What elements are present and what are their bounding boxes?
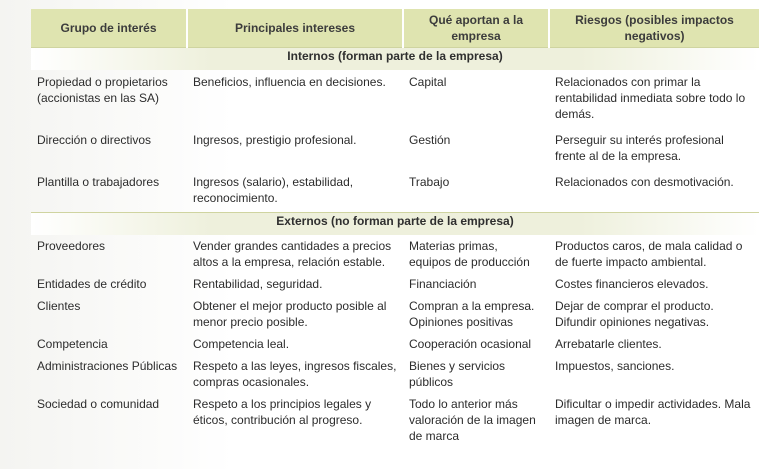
header-riesgos: Riesgos (posibles impactos negativos) (549, 9, 759, 48)
cell-riesgos: Productos caros, de mala calidad o de fuerte impacto ambiental. (555, 239, 743, 269)
cell-aportan: Compran a la empresa. Opiniones positivas (409, 299, 535, 329)
cell-riesgos: Costes financieros elevados. (555, 277, 709, 291)
table-row (31, 333, 759, 355)
cell-aportan: Todo lo anterior más valoración de la imagen de marca (409, 397, 536, 443)
section-title: Externos (no forman parte de la empresa) (31, 213, 759, 236)
cell-riesgos: Impuestos, sanciones. (555, 359, 675, 373)
cell-grupo: Sociedad o comunidad (37, 397, 160, 411)
section-row-internos (31, 48, 759, 71)
section-row-externos (31, 213, 759, 236)
cell-grupo: Administraciones Públicas (37, 359, 178, 373)
table-row (31, 235, 759, 273)
cell-grupo: Plantilla o trabajadores (37, 175, 160, 189)
cell-riesgos: Dejar de comprar el producto. Difundir opiniones negativas. (555, 299, 714, 329)
cell-aportan: Cooperación ocasional (409, 337, 532, 351)
table-row (31, 70, 759, 128)
header-grupo: Grupo de interés (31, 9, 187, 48)
cell-aportan: Financiación (409, 277, 477, 291)
stakeholders-table (31, 9, 759, 447)
table-row (31, 273, 759, 295)
cell-grupo: Propiedad o propietarios (accionistas en las SA) (37, 75, 168, 105)
cell-grupo: Clientes (37, 299, 81, 313)
cell-grupo: Competencia (37, 337, 108, 351)
cell-aportan: Gestión (409, 133, 451, 147)
cell-riesgos: Dificultar o impedir actividades. Mala imagen de marca. (555, 397, 751, 427)
table-row (31, 170, 759, 213)
cell-grupo: Dirección o directivos (37, 133, 152, 147)
table-row (31, 295, 759, 333)
cell-intereses: Ingresos (salario), estabilidad, reconocimiento. (193, 175, 354, 205)
header-aportan: Qué aportan a la empresa (403, 9, 549, 48)
table-row (31, 128, 759, 170)
header-intereses: Principales intereses (187, 9, 403, 48)
cell-intereses: Respeto a los principios legales y éticos, contribución al progreso. (193, 397, 372, 427)
cell-intereses: Beneficios, influencia en decisiones. (193, 75, 386, 89)
cell-intereses: Rentabilidad, seguridad. (193, 277, 323, 291)
cell-aportan: Materias primas, equipos de producción (409, 239, 530, 269)
cell-riesgos: Arrebatarle clientes. (555, 337, 662, 351)
cell-riesgos: Perseguir su interés profesional frente al de la empresa. (555, 133, 724, 163)
cell-intereses: Respeto a las leyes, ingresos fiscales, compras ocasionales. (193, 359, 397, 389)
cell-intereses: Vender grandes cantidades a precios altos a la empresa, relación estable. (193, 239, 392, 269)
cell-aportan: Bienes y servicios públicos (409, 359, 506, 389)
cell-intereses: Ingresos, prestigio profesional. (193, 133, 357, 147)
table-row (31, 393, 759, 447)
cell-intereses: Competencia leal. (193, 337, 290, 351)
header-row (31, 9, 759, 48)
cell-aportan: Trabajo (409, 175, 450, 189)
section-title: Internos (forman parte de la empresa) (31, 48, 759, 71)
cell-grupo: Proveedores (37, 239, 106, 253)
cell-riesgos: Relacionados con primar la rentabilidad inmediata sobre todo lo demás. (555, 75, 746, 121)
table-row (31, 355, 759, 393)
cell-intereses: Obtener el mejor producto posible al menor precio posible. (193, 299, 387, 329)
cell-aportan: Capital (409, 75, 447, 89)
cell-riesgos: Relacionados con desmotivación. (555, 175, 734, 189)
cell-grupo: Entidades de crédito (37, 277, 147, 291)
